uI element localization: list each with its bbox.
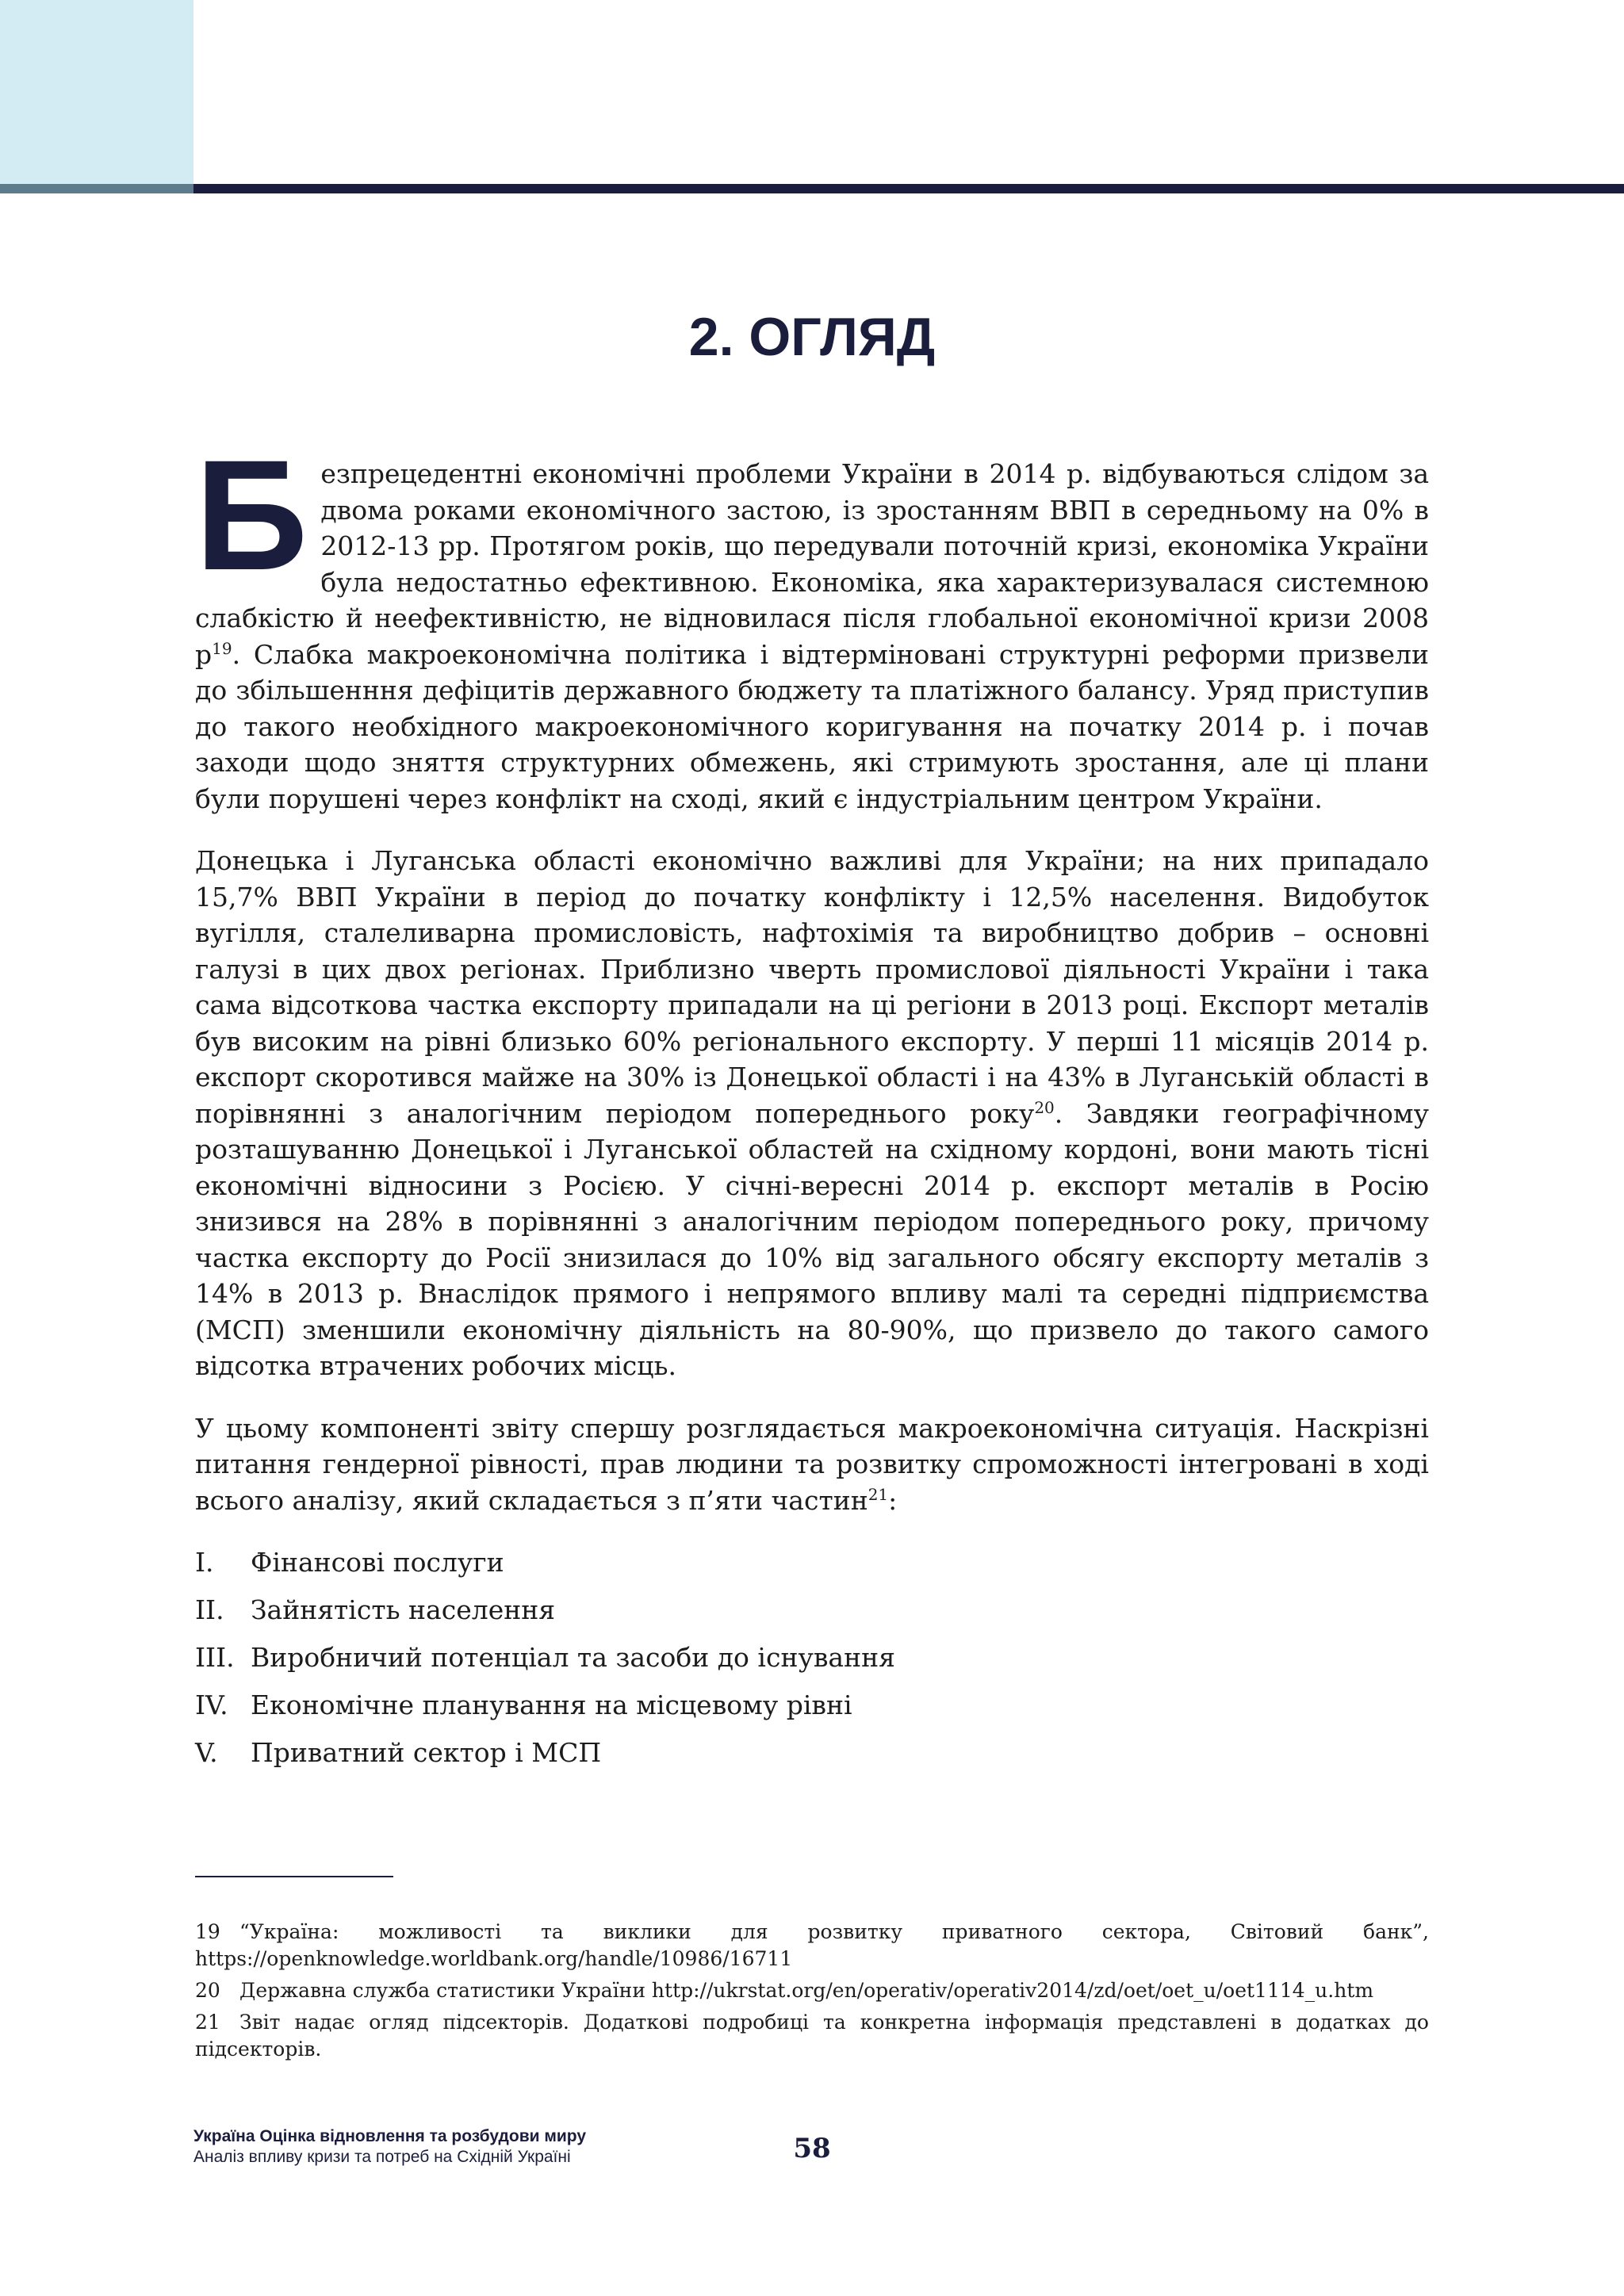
paragraph-1-text-b: . Слабка макроекономічна політика і відтерміновані структурні реформи призвели до збільшенння дефіцитів державного бюджету та платіжного балансу. Уряд приступив до такого необхідного макроекономічного коригування на початку 2014 р. і почав заходи щодо зняття структурних обмежень, які стримують зростання, але ці плани були порушені через конфлікт на сході, який є індустріальним центром України. [195,638,1429,814]
list-item-text: Зайнятість населення [251,1594,556,1625]
drop-cap: Б [195,427,308,603]
page-number: 58 [793,2133,831,2164]
paragraph-1 [195,427,1429,817]
corner-accent-strip [0,184,193,193]
footnote-text[interactable]: Державна служба статистики України http://ukrstat.org/en/operativ/operativ2014/zd/oet/oet_u/oet1114_u.htm [239,1979,1374,2002]
sections-list [195,1544,1429,1770]
list-item-number: III. [195,1642,235,1673]
footnote-number: 21 [195,2011,220,2034]
footnote-ref-20[interactable]: 20 [1034,1097,1055,1117]
footnote-ref-19[interactable]: 19 [212,638,232,658]
page-title: 2. ОГЛЯД [688,307,936,367]
footer-report-info [193,2126,586,2168]
footnote [195,2009,1429,2063]
list-item-number: IV. [195,1689,228,1720]
list-item-text: Виробничий потенціал та засоби до існування [251,1642,895,1673]
list-item-number: II. [195,1594,224,1625]
paragraph-3-text-a: У цьому компоненті звіту спершу розглядається макроекономічна ситуація. Наскрізні питання гендерної рівності, прав людини та розвитку спроможності інтегровані в ході всього аналізу, який складається з п’яти частин [195,1412,1429,1516]
paragraph-2-text-b: . Завдяки географічному розташуванню Донецької і Луганської областей на східному кордоні, вони мають тісні економічні відносини з Росією. У січні-вересні 2014 р. експорт металів в Росію знизився на 28% в порівнянні з аналогічним періодом попереднього року, причому частка експорту до Росії знизилася до 10% від загального обсягу експорту металів з 14% в 2013 р. Внаслідок прямого і непрямого впливу малі та середні підприємства (МСП) зменшили економічну діяльність на 80-90%, що призвело до такого самого відсотка втрачених робочих місць. [195,1097,1429,1381]
footnote [195,1919,1429,1973]
footnote-text: Звіт надає огляд підсекторів. Додаткові подробиці та конкретна інформація представлені в додатках до підсекторів. [195,2011,1429,2061]
list-item-number: V. [195,1737,218,1768]
footer-title: Україна Оцінка відновлення та розбудови миру [193,2127,587,2145]
footnote-text[interactable]: “Україна: можливості та виклики для розвитку приватного сектора, Світовий банк”, https://openknowledge.worldbank.org/handle/10986/16711 [195,1920,1429,1970]
list-item [195,1687,1429,1723]
list-item [195,1544,1429,1580]
list-item-number: I. [195,1547,214,1578]
main-text [195,427,1429,1782]
paragraph-2-text-a: Донецька і Луганська області економічно важливі для України; на них припадало 15,7% ВВП України в період до початку конфлікту і 12,5% населення. Видобуток вугілля, сталеливарна промисловість, нафтохімія та виробництво добрив – основні галузі в цих двох регіонах. Приблизно чверть промислової діяльності України і така сама відсоткова частка експорту припадали на ці регіони в 2013 році. Експорт металів був високим на рівні близько 60% регіонального експорту. У перші 11 місяців 2014 р. експорт скоротився майже на 30% із Донецької області і на 43% в Луганській області в порівнянні з аналогічним періодом попереднього року [195,845,1429,1129]
list-item [195,1592,1429,1628]
paragraph-3-text-b: : [888,1484,898,1516]
footnote-ref-21[interactable]: 21 [868,1484,889,1504]
header-rule [193,184,1624,193]
list-item [195,1735,1429,1770]
footer-subtitle: Аналіз впливу кризи та потреб на Східній Україні [193,2148,571,2166]
footnotes [195,1919,1429,2068]
footnote-separator [195,1876,393,1877]
corner-accent-block [0,0,193,184]
footnote-number: 20 [195,1979,220,2002]
footnote-number: 19 [195,1920,220,1943]
paragraph-1-text-a: езпрецедентні економічні проблеми України в 2014 р. відбуваються слідом за двома роками економічного застою, із зростанням ВВП в середньому на 0% в 2012-13 рр. Протягом років, що передували поточній кризі, економіка України була недостатньо ефективною. Економіка, яка характеризувалася системною слабкістю й неефективністю, не відновилася після глобальної економічної кризи 2008 р [195,458,1429,670]
paragraph-3 [195,1410,1429,1519]
paragraph-2 [195,843,1429,1384]
list-item-text: Економічне планування на місцевому рівні [251,1689,852,1720]
list-item [195,1640,1429,1675]
list-item-text: Приватний сектор і МСП [251,1737,602,1768]
footnote [195,1977,1429,2004]
list-item-text: Фінансові послуги [251,1547,504,1578]
